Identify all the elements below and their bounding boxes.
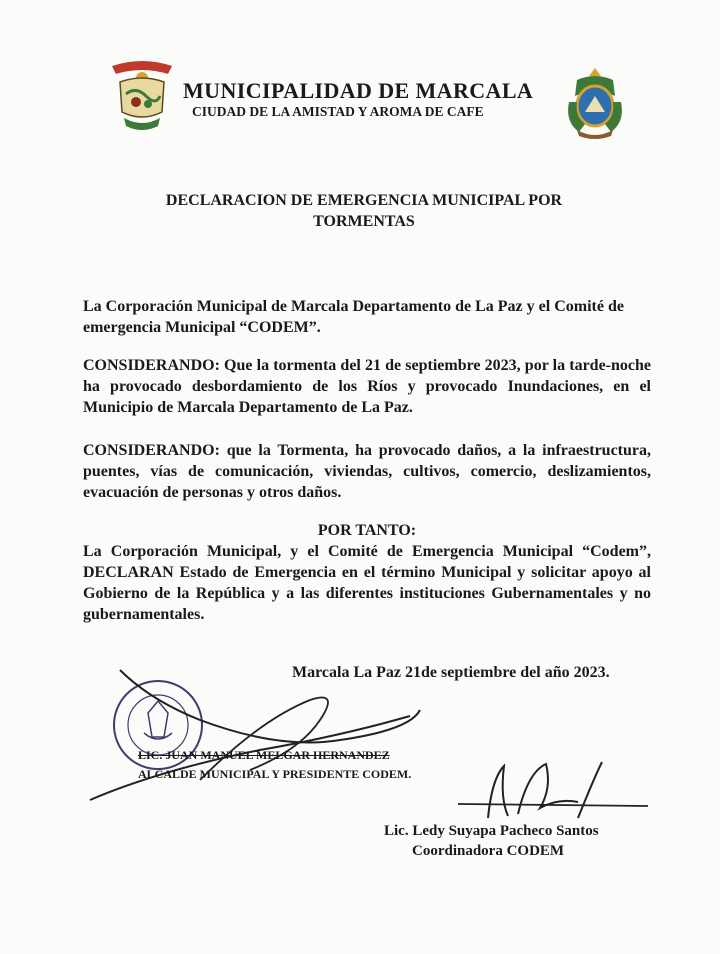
signatory-2-name: Lic. Ledy Suyapa Pacheco Santos <box>384 823 599 839</box>
signatory-2-title: Coordinadora CODEM <box>412 843 565 859</box>
signatory-1-title: ALCALDE MUNICIPAL Y PRESIDENTE CODEM. <box>138 767 412 781</box>
honduras-coat-of-arms-icon <box>563 66 627 140</box>
organization-tagline: CIUDAD DE LA AMISTAD Y AROMA DE CAFE <box>192 104 484 119</box>
document-title-line-2: TORMENTAS <box>313 213 415 230</box>
signatory-1-name: LIC. JUAN MANUEL MELGAR HERNANDEZ <box>138 748 390 762</box>
place-and-date: Marcala La Paz 21de septiembre del año 2023. <box>292 664 610 681</box>
signature-icon <box>80 660 440 810</box>
document-title-line-1: DECLARACION DE EMERGENCIA MUNICIPAL POR <box>165 192 563 209</box>
por-tanto-paragraph: La Corporación Municipal, y el Comité de Emergencia Municipal “Codem”, DECLARAN Estado de Emergencia en el término Municipal y solicitar apoyo al Gobierno de la República y a las diferentes instituciones Gubernamentales y no gubernamentales. <box>83 543 651 623</box>
por-tanto-heading: POR TANTO: <box>317 522 417 539</box>
intro-paragraph: La Corporación Municipal de Marcala Departamento de La Paz y el Comité de emergencia Municipal “CODEM”. <box>83 298 624 336</box>
organization-name: MUNICIPALIDAD DE MARCALA <box>183 78 534 103</box>
considerando-paragraph-1: CONSIDERANDO: Que la tormenta del 21 de septiembre 2023, por la tarde-noche ha provocado desbordamiento de los Ríos y provocado Inundaciones, en el Municipio de Marcala Departamento de La Paz. <box>83 357 651 416</box>
considerando-paragraph-2: CONSIDERANDO: que la Tormenta, ha provocado daños, a la infraestructura, puentes, vías de comunicación, viviendas, cultivos, comercio, deslizamientos, evacuación de personas y otros daños. <box>83 442 651 501</box>
document-title <box>100 190 628 232</box>
municipal-logo-icon <box>106 56 178 136</box>
